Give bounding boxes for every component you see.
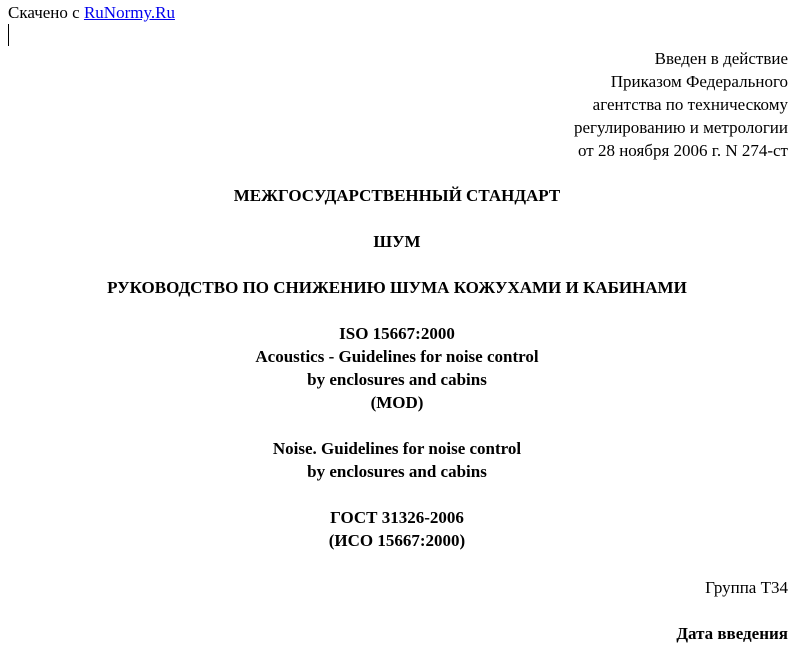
approval-line: Приказом Федерального [610,72,788,91]
group-code: Группа Т34 [705,578,788,597]
standard-type-text: МЕЖГОСУДАРСТВЕННЫЙ СТАНДАРТ [233,186,561,205]
title-ru-text: РУКОВОДСТВО ПО СНИЖЕНИЮ ШУМА КОЖУХАМИ И КАБИНАМИ [107,278,687,297]
approval-line: от 28 ноября 2006 г. N 274-ст [578,141,788,160]
designation-block [0,506,794,552]
title-ru [0,276,794,299]
iso-line: (MOD) [370,393,424,412]
source-prefix: Скачено с [8,3,84,22]
subject-heading [0,230,794,253]
title-en [0,437,794,483]
iso-line: by enclosures and cabins [307,370,487,389]
title-en-line: Noise. Guidelines for noise control [272,439,522,458]
approval-line: агентства по техническому [592,95,788,114]
title-en-line: by enclosures and cabins [307,462,487,481]
source-line [8,3,175,23]
iso-line: Acoustics - Guidelines for noise control [255,347,539,366]
subject-text: ШУМ [373,232,421,251]
intro-date-label: Дата введения [676,624,788,643]
text-cursor [8,24,9,46]
approval-line: Введен в действие [654,49,788,68]
approval-line: регулированию и метрологии [573,118,788,137]
iso-block [0,322,794,414]
source-link[interactable]: RuNormy.Ru [83,3,175,22]
designation-line: ГОСТ 31326-2006 [330,508,464,527]
iso-line: ISO 15667:2000 [339,324,455,343]
standard-type [0,184,794,207]
approval-block [574,47,788,162]
designation-line: (ИСО 15667:2000) [328,531,466,550]
